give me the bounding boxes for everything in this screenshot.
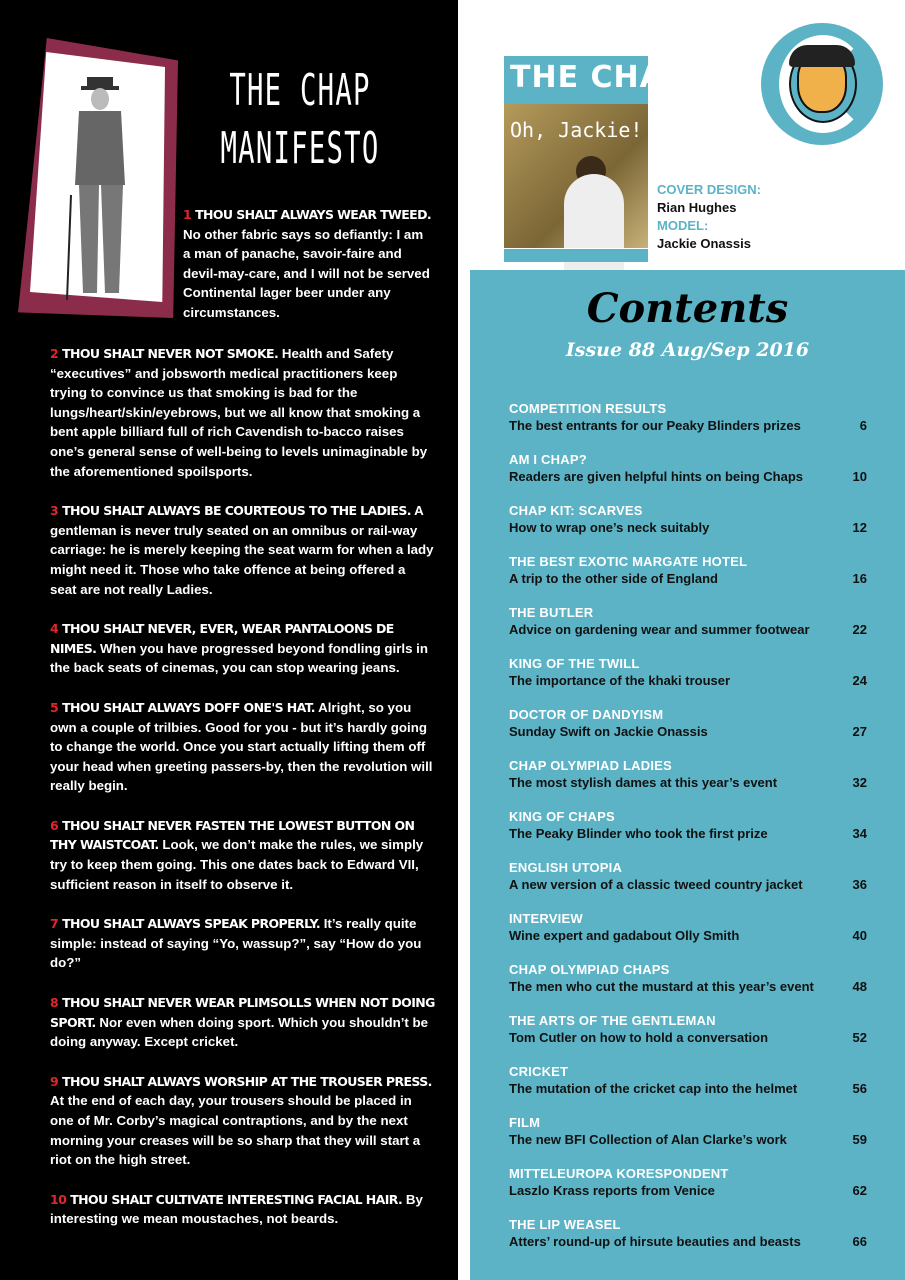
entry-title: KING OF THE TWILL xyxy=(509,656,640,671)
entry-page-number: 16 xyxy=(852,571,867,586)
item-number: 10 xyxy=(50,1191,67,1207)
model-label: MODEL: xyxy=(657,218,709,233)
item-head-text: THOU SHALT ALWAYS WORSHIP AT THE TROUSER PRESS. xyxy=(62,1073,432,1089)
entry-description: Atters’ round-up of hirsute beauties and beasts xyxy=(509,1234,801,1249)
entry-title: THE BEST EXOTIC MARGATE HOTEL xyxy=(509,554,748,569)
entry-title: CRICKET xyxy=(509,1064,569,1079)
entry-description: The new BFI Collection of Alan Clarke’s work xyxy=(509,1132,787,1147)
entry-title: FILM xyxy=(509,1115,541,1130)
item-head-text: THOU SHALT NEVER NOT SMOKE. xyxy=(62,346,279,361)
manifesto-title xyxy=(201,62,399,178)
contents-entry[interactable] xyxy=(509,655,867,706)
item-heading xyxy=(50,916,320,931)
entry-page-number: 40 xyxy=(852,928,867,943)
item-heading xyxy=(50,700,315,715)
contents-entry[interactable] xyxy=(509,553,867,604)
cover-logo: THE CHAP xyxy=(510,60,687,95)
item-body: By interesting we mean moustaches, not beards. xyxy=(50,1191,423,1227)
item-number: 1 xyxy=(183,207,192,222)
item-number: 6 xyxy=(50,817,59,833)
contents-entry[interactable] xyxy=(509,808,867,859)
cover-headline: Oh, Jackie! xyxy=(510,118,643,142)
item-head-text: THOU SHALT NEVER, EVER, WEAR PANTALOONS DE NIMES. xyxy=(50,621,394,656)
entry-page-number: 59 xyxy=(852,1132,867,1147)
gentleman-figure-icon xyxy=(65,75,135,305)
contents-panel xyxy=(470,270,905,1280)
entry-title: THE LIP WEASEL xyxy=(509,1217,621,1232)
entry-description: How to wrap one’s neck suitably xyxy=(509,520,710,535)
contents-entry[interactable] xyxy=(509,1114,867,1165)
item-number: 7 xyxy=(50,916,59,932)
entry-description: The importance of the khaki trouser xyxy=(509,673,731,688)
entry-page-number: 6 xyxy=(859,418,867,433)
entry-description: Advice on gardening wear and summer footwear xyxy=(509,622,810,637)
entry-description: The mutation of the cricket cap into the helmet xyxy=(509,1081,798,1096)
entry-title: DOCTOR OF DANDYISM xyxy=(509,707,664,722)
entry-description: Tom Cutler on how to hold a conversation xyxy=(509,1030,769,1045)
entry-title: CHAP KIT: SCARVES xyxy=(509,503,643,518)
item-head-text: THOU SHALT NEVER FASTEN THE LOWEST BUTTON ON THY WAISTCOAT. xyxy=(50,817,415,853)
contents-entry[interactable] xyxy=(509,961,867,1012)
entry-description: The best entrants for our Peaky Blinders prizes xyxy=(509,418,801,433)
item-head-text: THOU SHALT ALWAYS DOFF ONE'S HAT. xyxy=(62,699,315,715)
manifesto-item xyxy=(50,344,435,481)
contents-entry[interactable] xyxy=(509,451,867,502)
cover-credits xyxy=(657,181,761,253)
title-line-2: MANIFESTO xyxy=(220,123,380,174)
contents-entry[interactable] xyxy=(509,502,867,553)
entry-page-number: 12 xyxy=(852,520,867,535)
title-line-1: THE CHAP xyxy=(229,65,371,116)
contents-entry[interactable] xyxy=(509,859,867,910)
entry-page-number: 22 xyxy=(852,622,867,637)
manifesto-item xyxy=(50,914,435,973)
contents-entry[interactable] xyxy=(509,1012,867,1063)
item-number: 8 xyxy=(50,995,59,1011)
manifesto-item xyxy=(50,816,435,894)
contents-entry[interactable] xyxy=(509,1063,867,1114)
hat-icon xyxy=(789,45,855,67)
item-body: Look, we don’t make the rules, we simply try to keep them going. This one dates back to Edward VII, sufficient reason in itself to observe it. xyxy=(50,837,424,892)
manifesto-item xyxy=(50,1072,435,1170)
chap-logo-badge xyxy=(761,23,883,145)
entry-description: A trip to the other side of England xyxy=(509,571,718,586)
item-head-text: THOU SHALT ALWAYS BE COURTEOUS TO THE LADIES. xyxy=(62,503,411,519)
entry-title: CHAP OLYMPIAD LADIES xyxy=(509,758,672,773)
cover-strip xyxy=(504,248,648,262)
entry-description: Laszlo Krass reports from Venice xyxy=(509,1183,715,1198)
item-body: It’s really quite simple: instead of saying “Yo, wassup?”, say “How do you do?” xyxy=(50,916,422,971)
entry-title: AM I CHAP? xyxy=(509,452,587,467)
item-number: 4 xyxy=(50,621,59,637)
item-heading xyxy=(50,503,411,518)
entry-page-number: 32 xyxy=(852,775,867,790)
entry-description: The most stylish dames at this year’s event xyxy=(509,775,778,790)
entry-title: KING OF CHAPS xyxy=(509,809,615,824)
item-number: 9 xyxy=(50,1073,59,1089)
entry-description: The men who cut the mustard at this year’s event xyxy=(509,979,814,994)
entry-page-number: 10 xyxy=(852,469,867,484)
item-heading xyxy=(50,1192,402,1207)
entry-description: Sunday Swift on Jackie Onassis xyxy=(509,724,708,739)
entry-title: MITTELEUROPA KORESPONDENT xyxy=(509,1166,729,1181)
item-number: 3 xyxy=(50,503,59,519)
contents-entry[interactable] xyxy=(509,910,867,961)
entry-title: CHAP OLYMPIAD CHAPS xyxy=(509,962,670,977)
item-body: Health and Safety “executives” and jobsworth medical practitioners keep trying to convince us that smoking is bad for the lungs/heart/skin/eyebrows, but we all know that smoking a bent apple billiard full of rich Cavendish to-bacco raises one’s general sense of well-being to levels unimaginable by the aforementioned spoilsports. xyxy=(50,346,428,479)
cover-design-label: COVER DESIGN: xyxy=(657,182,762,197)
contents-entry[interactable] xyxy=(509,1165,867,1216)
contents-entry[interactable] xyxy=(509,706,867,757)
manifesto-item xyxy=(50,993,435,1052)
entry-description: Readers are given helpful hints on being Chaps xyxy=(509,469,803,484)
manifesto-items xyxy=(50,344,435,1249)
contents-entry[interactable] xyxy=(509,1216,867,1267)
entry-page-number: 24 xyxy=(852,673,867,688)
manifesto-item xyxy=(50,501,435,599)
entry-page-number: 62 xyxy=(852,1183,867,1198)
entry-page-number: 56 xyxy=(852,1081,867,1096)
item-head-text: THOU SHALT ALWAYS WEAR TWEED. xyxy=(195,207,432,222)
entry-title: THE ARTS OF THE GENTLEMAN xyxy=(509,1013,716,1028)
contents-entry[interactable] xyxy=(509,400,867,451)
entry-description: A new version of a classic tweed country jacket xyxy=(509,877,803,892)
item-head-text: THOU SHALT NEVER WEAR PLIMSOLLS WHEN NOT DOING SPORT. xyxy=(50,995,435,1030)
manifesto-item xyxy=(183,205,433,323)
contents-entry[interactable] xyxy=(509,604,867,655)
entry-title: INTERVIEW xyxy=(509,911,583,926)
entry-page-number: 36 xyxy=(852,877,867,892)
item-head-text: THOU SHALT ALWAYS SPEAK PROPERLY. xyxy=(62,916,321,932)
entry-page-number: 48 xyxy=(852,979,867,994)
manifesto-item xyxy=(50,619,435,678)
contents-entry[interactable] xyxy=(509,757,867,808)
item-body: Nor even when doing sport. Which you shouldn’t be doing anyway. Except cricket. xyxy=(50,1014,429,1050)
item-number: 5 xyxy=(50,699,59,715)
manifesto-item xyxy=(50,1190,435,1229)
cover-design-value: Rian Hughes xyxy=(657,200,737,215)
item-body: No other fabric says so defiantly: I am a man of panache, savoir-faire and devil-may-care, and I will not be served Continental lager beer under any circumstances. xyxy=(183,226,430,320)
entry-page-number: 27 xyxy=(852,724,867,739)
contents-list xyxy=(509,400,867,1267)
issue-subtitle: Issue 88 Aug/Sep 2016 xyxy=(565,339,810,361)
entry-title: COMPETITION RESULTS xyxy=(509,401,667,416)
item-heading xyxy=(50,1074,432,1089)
entry-page-number: 34 xyxy=(852,826,867,841)
manifesto-item xyxy=(50,698,435,796)
contents-title: Contents xyxy=(586,285,789,332)
item-body: Alright, so you own a couple of trilbies. Good for you - but it’s hardly going to change the world. Once you start actually lifting them off your head when greeting passers-by, then the revolution will really begin. xyxy=(50,699,433,794)
item-body: A gentleman is never truly seated on an omnibus or rail-way carriage: he is merely keeping the seat warm for when a lady might need it. Those who take offence at being offered a seat are not really Ladies. xyxy=(50,503,434,597)
entry-title: ENGLISH UTOPIA xyxy=(509,860,623,875)
entry-title: THE BUTLER xyxy=(509,605,594,620)
item-body: When you have progressed beyond fondling girls in the back seats of cinemas, you can stop wearing jeans. xyxy=(50,640,428,676)
item-body: At the end of each day, your trousers should be placed in one of Mr. Corby’s magical contraptions, and by the next morning your creases will be so sharp that they will start a riot on the high street. xyxy=(50,1093,421,1168)
entry-page-number: 52 xyxy=(852,1030,867,1045)
model-value: Jackie Onassis xyxy=(657,236,751,251)
entry-description: The Peaky Blinder who took the first prize xyxy=(509,826,768,841)
entry-description: Wine expert and gadabout Olly Smith xyxy=(509,928,740,943)
item-heading xyxy=(50,346,278,361)
entry-page-number: 66 xyxy=(852,1234,867,1249)
item-heading xyxy=(183,207,431,222)
item-number: 2 xyxy=(50,346,59,361)
item-head-text: THOU SHALT CULTIVATE INTERESTING FACIAL HAIR. xyxy=(70,1191,403,1207)
